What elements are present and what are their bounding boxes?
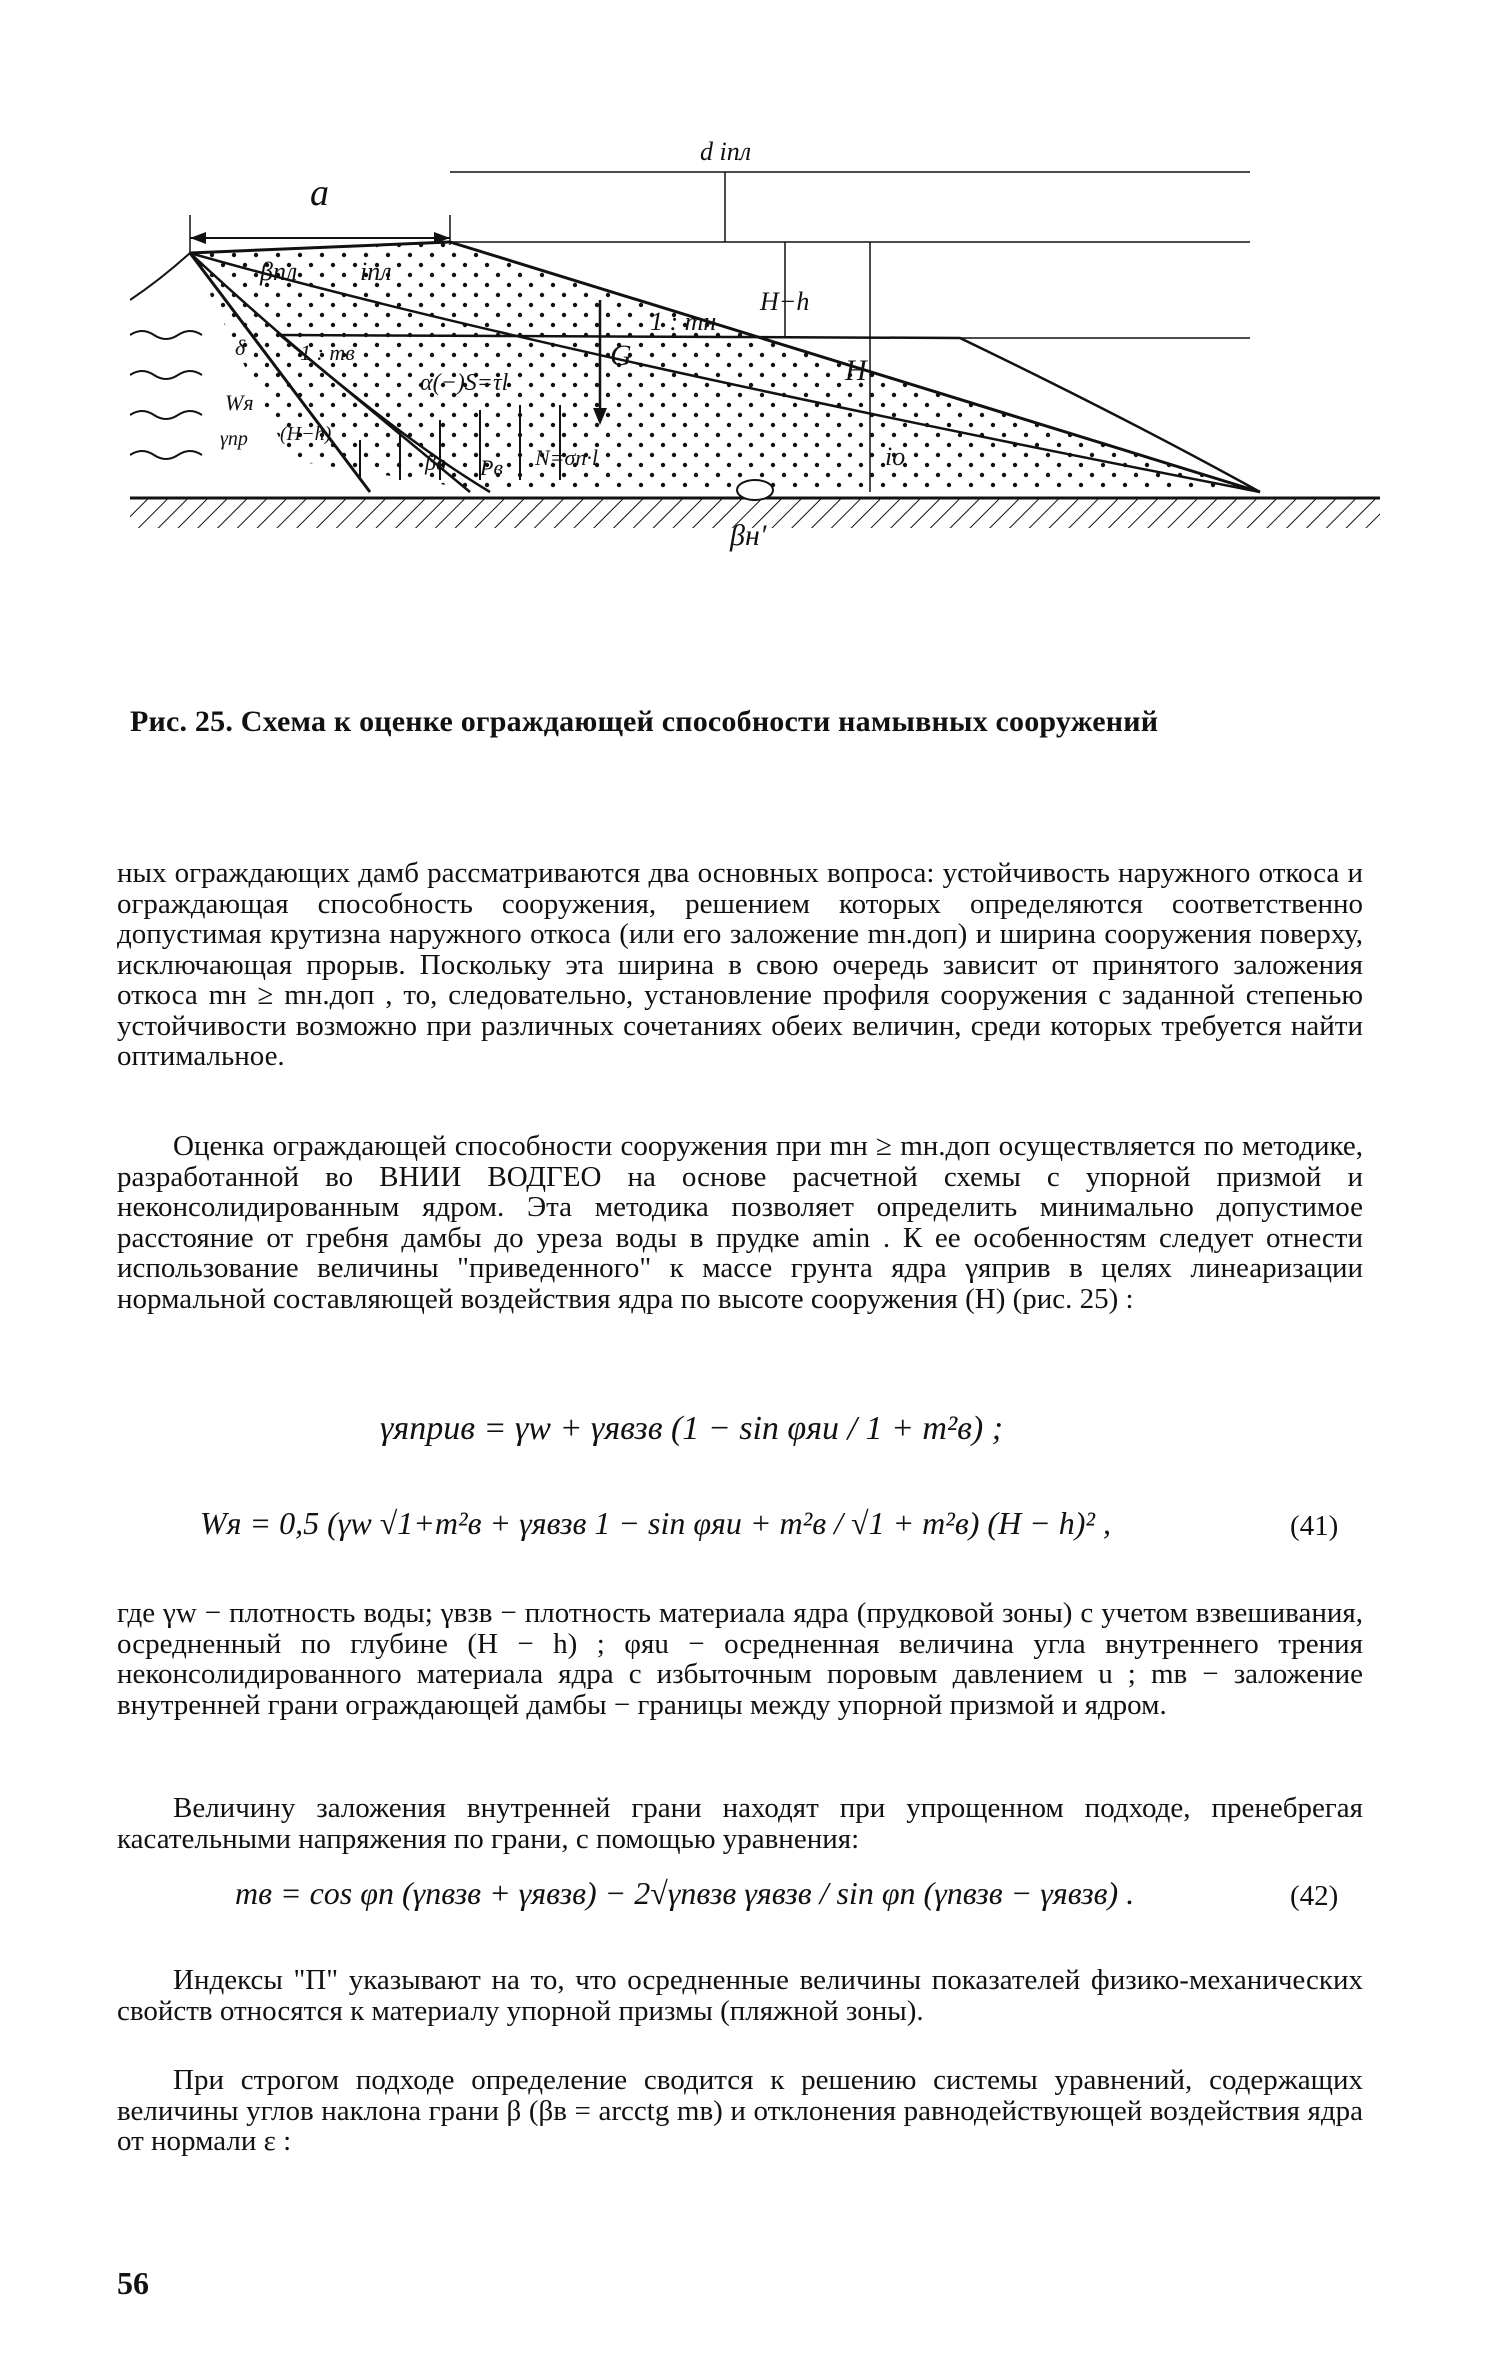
- dam-scheme-diagram: [130, 120, 1380, 660]
- label-H: H: [845, 354, 867, 387]
- label-P-v: Pв: [480, 455, 503, 480]
- equation-42: mв = cos φп (γпвзв + γявзв) − 2√γпвзв γявзв / sin φп (γпвзв − γявзв) .: [235, 1875, 1135, 1911]
- label-delta: δ: [235, 335, 246, 360]
- paragraph-3: Величину заложения внутренней грани находят при упрощенном подходе, пренебрегая касательными напряжения по грани, с помощью уравнения:: [117, 1792, 1363, 1855]
- paragraph-5: При строгом подходе определение сводится к решению системы уравнений, содержащих величины углов наклона грани β (βв = arcctg mв) и отклонения равнодействующей воздействия ядра от нормали ε :: [117, 2064, 1363, 2157]
- page-number: 56: [117, 2265, 149, 2301]
- label-m-n: 1 : mн: [650, 307, 717, 336]
- label-H-minus-h: H−h: [760, 287, 810, 316]
- label-W: Wя: [225, 390, 254, 415]
- equation-41: Wя = 0,5 (γw √1+m²в + γявзв 1 − sin φяu + m²в / √1 + m²в) (H − h)² ,: [200, 1505, 1112, 1541]
- equation-41-number: (41): [1290, 1510, 1339, 1542]
- label-gamma: γпр: [220, 428, 248, 450]
- label-d-i-pl: d iпл: [700, 137, 752, 166]
- paragraph-4: Индексы "П" указывают на то, что осредненные величины показателей физико-механических свойств относятся к материалу упорной призмы (пляжной зоны).: [117, 1964, 1363, 2027]
- label-a: a: [310, 172, 329, 214]
- dam-body: [190, 242, 1260, 492]
- definitions: где γw − плотность воды; γвзв − плотность материала ядра (прудковой зоны) с учетом взвешивания, осредненный по глубине (H − h) ; φяu − осредненная величина угла внутреннего трения неконсолидированного материала ядра с избыточным поровым давлением u ; mв − заложение внутренней грани ограждающей дамбы − границы между упорной призмой и ядром.: [117, 1597, 1363, 1721]
- label-i-o: io: [885, 442, 906, 471]
- label-alpha-s: α(−)S=τl: [420, 370, 509, 396]
- label-Hh-inner: (H−h): [280, 423, 332, 445]
- label-beta-n: βн′: [730, 519, 767, 552]
- equation-gamma-priv: γяприв = γw + γявзв (1 − sin φяu / 1 + m²в) ;: [380, 1410, 1004, 1447]
- equation-42-number: (42): [1290, 1880, 1339, 1912]
- paragraph-1: ных ограждающих дамб рассматриваются два основных вопроса: устойчивость наружного откоса и ограждающая способность сооружения, решением которых определяются соответственно допустимая крутизна наружного откоса (или его заложение mн.доп) и ширина сооружения поверху, исключающая прорыв. Поскольку эта ширина в свою очередь зависит от принятого заложения откоса mн ≥ mн.доп , то, следовательно, установление профиля сооружения с заданной степенью устойчивости возможно при различных сочетаниях обеих величин, среди которых требуется найти оптимальное.: [117, 857, 1363, 1072]
- paragraph-2: Оценка ограждающей способности сооружения при mн ≥ mн.доп осуществляется по методике, разработанной во ВНИИ ВОДГЕО на основе расчетной схемы с упорной призмой и неконсолидированным ядром. Эта методика позволяет определить минимально допустимое расстояние от гребня дамбы до уреза воды в прудке amin . К ее особенностям следует отнести использование величины "приведенного" к массе грунта ядра γяприв в целях линеаризации нормальной составляющей воздействия ядра по высоте сооружения (H) (рис. 25) :: [117, 1130, 1363, 1315]
- label-N: N=σn·l: [535, 445, 598, 470]
- label-m-v: 1 : mв: [300, 340, 355, 365]
- label-beta-v: βв: [425, 450, 446, 475]
- label-i-pl: iпл: [360, 257, 392, 286]
- label-G: G: [610, 339, 632, 372]
- figure-caption: Рис. 25. Схема к оценке ограждающей способности намывных сооружений: [130, 705, 1159, 738]
- figure-25: [130, 120, 1380, 660]
- label-beta-pl: βпл: [260, 257, 298, 286]
